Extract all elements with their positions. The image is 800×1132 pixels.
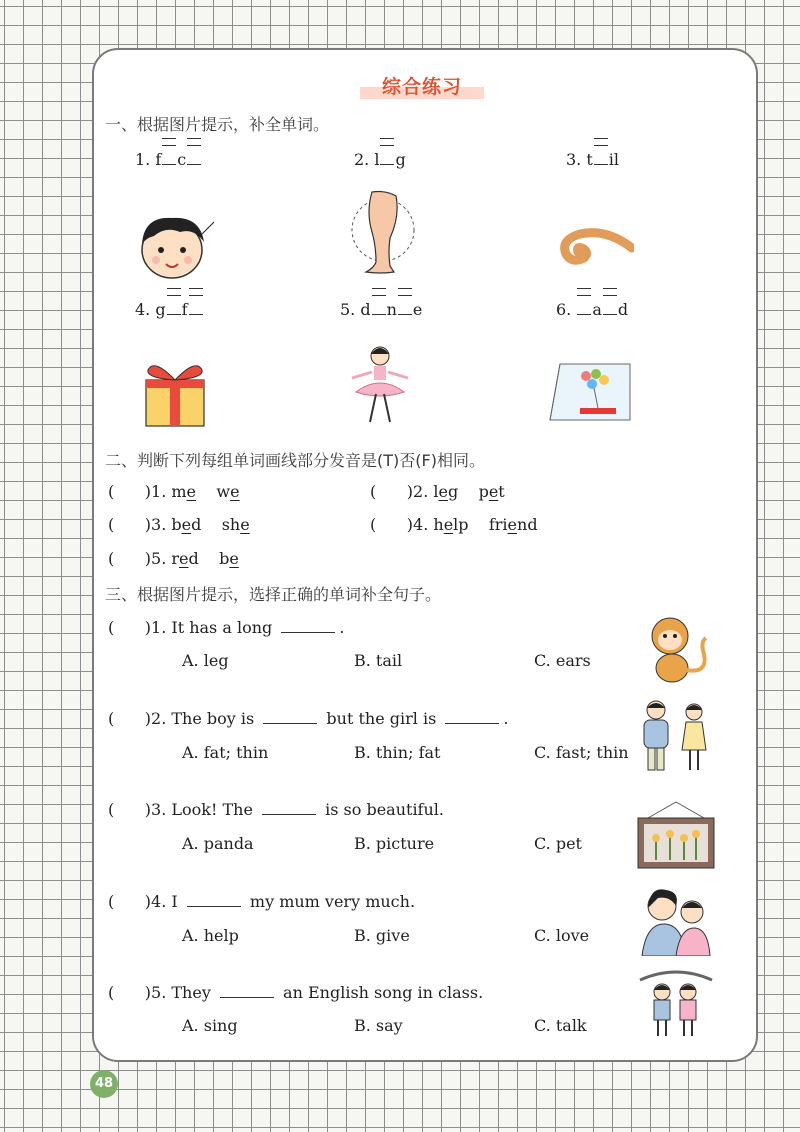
dancer-picture bbox=[344, 342, 416, 428]
leg-picture bbox=[350, 186, 416, 278]
word-blank-6: 6. a d bbox=[556, 300, 629, 319]
option-2c: C. fast; thin bbox=[534, 743, 629, 762]
option-5a: A. sing bbox=[182, 1016, 238, 1035]
option-3b: B. picture bbox=[354, 834, 435, 853]
choice-question-1: ( )1. It has a long . bbox=[108, 618, 345, 637]
option-3c: C. pet bbox=[534, 834, 582, 853]
page-title: 综合练习 bbox=[360, 72, 484, 99]
option-4b: B. give bbox=[354, 926, 410, 945]
gift-picture bbox=[140, 356, 210, 428]
option-1c: C. ears bbox=[534, 651, 591, 670]
card-picture bbox=[546, 360, 634, 424]
option-2a: A. fat; thin bbox=[182, 743, 269, 762]
word-blank-2: 2. l g bbox=[354, 150, 406, 169]
boy-face-picture bbox=[136, 210, 216, 282]
picture-frame-picture bbox=[636, 800, 716, 870]
page-number: 48 bbox=[90, 1070, 118, 1098]
monkey-picture bbox=[640, 612, 712, 690]
section1-heading: 一、根据图片提示，补全单词。 bbox=[105, 115, 330, 134]
option-4c: C. love bbox=[534, 926, 590, 945]
judge-item-2: ( )2. leg pet bbox=[370, 482, 505, 501]
choice-question-3: ( )3. Look! The is so beautiful. bbox=[108, 800, 444, 819]
word-blank-3: 3. t il bbox=[566, 150, 620, 169]
choice-question-5: ( )5. They an English song in class. bbox=[108, 983, 484, 1002]
section2-heading: 二、判断下列每组单词画线部分发音是(T)否(F)相同。 bbox=[105, 451, 485, 470]
word-blank-4: 4. g f bbox=[135, 300, 204, 319]
boy-girl-picture bbox=[636, 696, 716, 776]
girl-kissing-mum-picture bbox=[636, 884, 716, 956]
option-1b: B. tail bbox=[354, 651, 403, 670]
option-4a: A. help bbox=[182, 926, 239, 945]
choice-question-2: ( )2. The boy is but the girl is . bbox=[108, 709, 509, 728]
judge-item-4: ( )4. help friend bbox=[370, 515, 538, 534]
word-blank-5: 5. d n e bbox=[340, 300, 423, 319]
children-singing-picture bbox=[636, 966, 716, 1038]
option-5b: B. say bbox=[354, 1016, 403, 1035]
judge-item-5: ( )5. red be bbox=[108, 549, 239, 568]
option-1a: A. leg bbox=[182, 651, 229, 670]
option-2b: B. thin; fat bbox=[354, 743, 441, 762]
option-5c: C. talk bbox=[534, 1016, 587, 1035]
tail-picture bbox=[556, 218, 634, 268]
judge-item-1: ( )1. me we bbox=[108, 482, 240, 501]
judge-item-3: ( )3. bed she bbox=[108, 515, 250, 534]
word-blank-1: 1. f c bbox=[135, 150, 202, 169]
section3-heading: 三、根据图片提示，选择正确的单词补全句子。 bbox=[105, 585, 442, 604]
choice-question-4: ( )4. I my mum very much. bbox=[108, 892, 416, 911]
option-3a: A. panda bbox=[182, 834, 254, 853]
